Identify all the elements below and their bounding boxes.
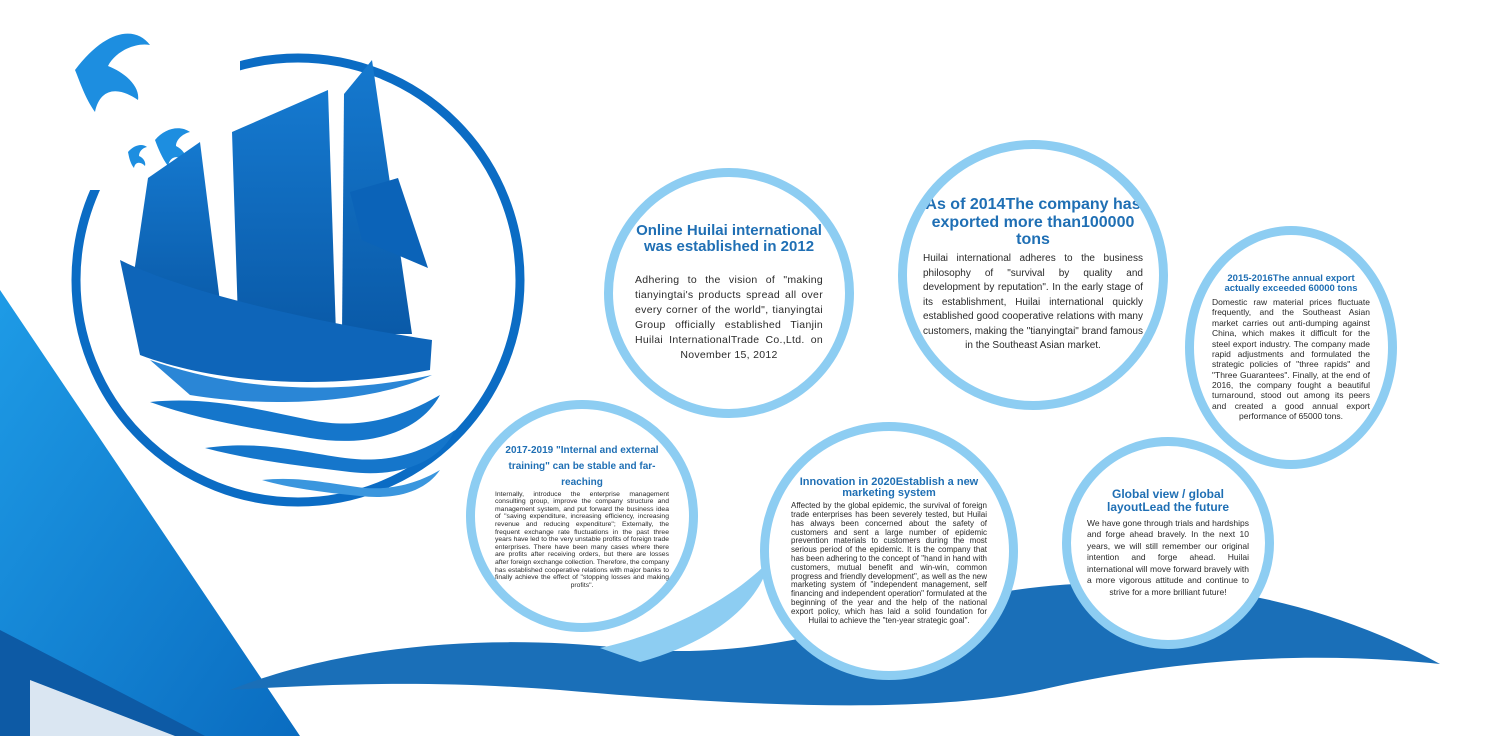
milestone-body: Affected by the global epidemic, the survival of foreign trade enterprises has been severely tested, but Huilai has always been concerned about the safety of customers and sent a large number of epidemic prevention materials to customers during the most serious period of the epidemic. It is the company that has been adhering to the concept of "hand in hand with customers, mutual benefit and win-win, common progress and friendly development", as well as the new marketing system of "independent management, self financing and independent operation" formulated at the beginning of the year and the help of the national export policy, which has laid a solid foundation for Huilai to achieve the "ten-year strategic goal". bbox=[791, 501, 987, 625]
milestone-2015-2016 bbox=[1185, 226, 1397, 469]
milestone-body: We have gone through trials and hardships and forge ahead bravely. In the next 10 years, we will still remember our original intention and forge ahead. Huilai international will move forward bravely with a more vigorous attitude and continue to strive for a more brilliant future! bbox=[1087, 517, 1249, 597]
milestone-2012 bbox=[604, 168, 854, 418]
milestone-2020 bbox=[760, 422, 1018, 680]
milestone-title: 2017-2019 "Internal and external training" can be stable and far-reaching bbox=[505, 444, 659, 488]
milestone-title: Global view / global layoutLead the future bbox=[1106, 486, 1229, 514]
milestone-2014 bbox=[898, 140, 1168, 410]
milestone-title: As of 2014The company has exported more than100000 tons bbox=[925, 196, 1141, 248]
milestone-body: Adhering to the vision of "making tianyingtai's products spread all over every corner of the world", tianyingtai Group officially established Tianjin Huilai InternationalTrade Co.,Ltd. on November 15, 2012 bbox=[635, 274, 823, 361]
milestone-future bbox=[1062, 437, 1274, 649]
milestone-title: Online Huilai international was established in 2012 bbox=[636, 222, 822, 256]
milestone-title: 2015-2016The annual export actually exceeded 60000 tons bbox=[1224, 272, 1358, 294]
milestone-title: Innovation in 2020Establish a new marketing system bbox=[799, 475, 979, 500]
milestone-body: Huilai international adheres to the business philosophy of "survival by quality and development by reputation". In the early stage of its establishment, Huilai international quickly established good cooperative relations with many customers, making the "tianyingtai" brand famous in the Southeast Asian market. bbox=[923, 253, 1143, 352]
milestone-body: Internally, introduce the enterprise management consulting group, improve the company structure and management system, and put forward the business idea of "saving expenditure, increasing efficiency, increasing revenue and reducing expenditure"; Externally, the frequent exchange rate fluctuations in the past three years have led to the very unstable profits of foreign trade enterprises. There have been many cases where there are profits after receiving orders, but there are losses after foreign exchange collection. Therefore, the company has established cooperative relations with major banks to finally achieve the effect of "stopping losses and making profits". bbox=[495, 490, 669, 589]
milestone-2017-2019 bbox=[466, 400, 698, 632]
milestone-body: Domestic raw material prices fluctuate frequently, and the Southeast Asian market carries out anti-dumping against China, which makes it difficult for the steel export industry. The company made rapid adjustments and formulated the strategic policies of "three rapids" and "Three Guarantees". Finally, at the end of 2016, the company fought a beautiful turnaround, stood out among its peers and created a good annual export performance of 65000 tons. bbox=[1212, 297, 1370, 422]
